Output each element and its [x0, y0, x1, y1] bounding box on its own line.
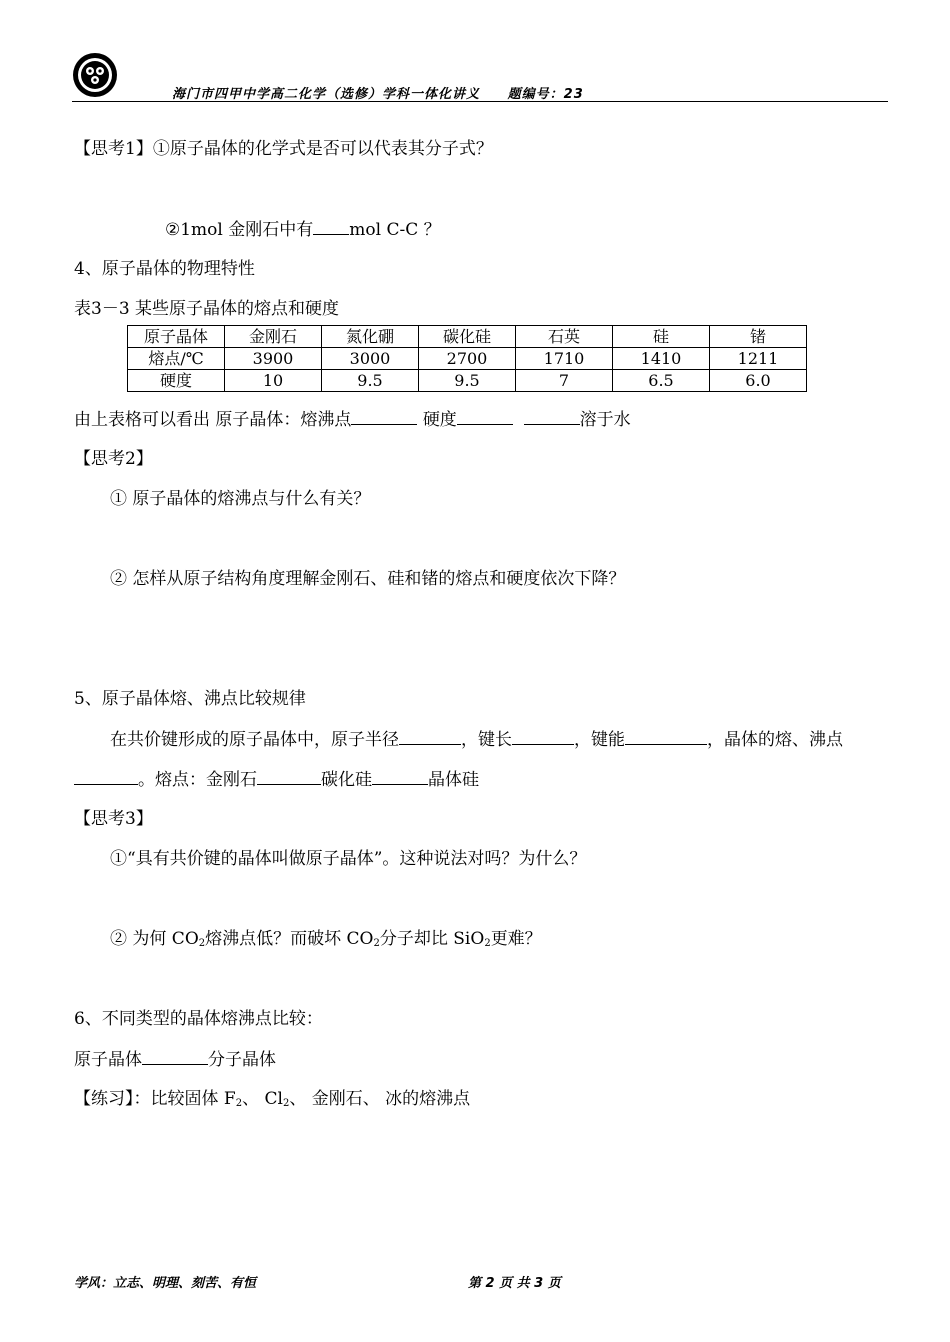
- answer-blank[interactable]: [313, 218, 349, 235]
- table-cell: 1710: [516, 348, 613, 370]
- practice-text: 、 金刚石、 冰的熔沸点: [289, 1089, 471, 1109]
- table-header-cell: 碳化硅: [419, 326, 516, 348]
- subscript: 2: [198, 938, 206, 949]
- q2-text: 更难？: [490, 929, 542, 949]
- conclusion-hardness: 硬度: [422, 410, 457, 430]
- think3-label: 【思考3】: [74, 809, 153, 829]
- answer-blank[interactable]: [512, 728, 574, 745]
- think2-q2: ② 怎样从原子结构角度理解金刚石、硅和锗的熔点和硬度依次下降？: [110, 569, 626, 589]
- footer-page-number: 第 2 页 共 3 页: [468, 1276, 561, 1291]
- think2-label: 【思考2】: [74, 449, 153, 469]
- table-cell: 2700: [419, 348, 516, 370]
- header-title-text: 海门市四甲中学高二化学（选修）学科一体化讲义: [172, 87, 481, 102]
- section5-line2: [74, 768, 479, 791]
- conclusion-solubility: 溶于水: [579, 410, 631, 430]
- header-title: [172, 83, 584, 102]
- school-logo-icon: [72, 52, 118, 98]
- table-cell: 1211: [710, 348, 807, 370]
- section5-line1: [110, 728, 843, 751]
- practice-question: [74, 1088, 470, 1115]
- practice-text: 、 Cl: [242, 1089, 283, 1109]
- compare-text: 原子晶体: [74, 1050, 142, 1070]
- table-conclusion: [74, 408, 631, 431]
- header-code-value: 23: [563, 87, 584, 102]
- line1-text: ，晶体的熔、沸点: [707, 730, 843, 750]
- section6-title: 6、不同类型的晶体熔沸点比较：: [74, 1009, 323, 1029]
- table-cell: 3000: [322, 348, 419, 370]
- subscript: 2: [484, 938, 491, 949]
- subscript: 2: [282, 1098, 290, 1109]
- table-header-cell: 原子晶体: [128, 326, 225, 348]
- table-header-cell: 氮化硼: [322, 326, 419, 348]
- answer-blank[interactable]: [399, 728, 461, 745]
- table-cell: 9.5: [322, 370, 419, 392]
- table-header-cell: 石英: [516, 326, 613, 348]
- crystal-properties-table: [127, 325, 807, 392]
- line1-text: ，键能: [574, 730, 625, 750]
- table-header-cell: 锗: [710, 326, 807, 348]
- section5-title: 5、原子晶体熔、沸点比较规律: [74, 689, 306, 709]
- subscript: 2: [373, 938, 380, 949]
- section4-title: 4、原子晶体的物理特性: [74, 259, 255, 279]
- table-row-hardness: [128, 370, 807, 392]
- think1-q2: [165, 218, 441, 241]
- table-cell: 3900: [225, 348, 322, 370]
- q2-text: 熔沸点低？而破坏 CO: [205, 929, 374, 949]
- line1-text: ，键长: [461, 730, 512, 750]
- footer-motto: 学风：立志、明理、刻苦、有恒: [74, 1276, 257, 1291]
- line2-text: 碳化硅: [321, 770, 372, 790]
- think3-q1: ①“具有共价键的晶体叫做原子晶体”。这种说法对吗？为什么？: [110, 849, 587, 869]
- subscript: 2: [235, 1098, 243, 1109]
- think2-q1: ① 原子晶体的熔沸点与什么有关？: [110, 489, 371, 509]
- table-header-cell: 金刚石: [225, 326, 322, 348]
- q2-text: ② 为何 CO: [110, 929, 199, 949]
- answer-blank[interactable]: [524, 408, 580, 425]
- table-cell: 熔点/℃: [128, 348, 225, 370]
- table-header-cell: 硅: [613, 326, 710, 348]
- line2-text: 晶体硅: [428, 770, 479, 790]
- table-cell: 硬度: [128, 370, 225, 392]
- conclusion-text: 由上表格可以看出 原子晶体：熔沸点: [74, 410, 352, 430]
- think3-q2: [110, 928, 542, 955]
- line1-text: 在共价键形成的原子晶体中，原子半径: [110, 730, 399, 750]
- q2-text: 分子却比 SiO: [379, 929, 485, 949]
- think1-q2-text: ②1mol 金刚石中有: [165, 220, 314, 240]
- line2-text: 。熔点：金刚石: [138, 770, 257, 790]
- answer-blank[interactable]: [257, 768, 321, 785]
- table-cell: 6.0: [710, 370, 807, 392]
- answer-blank[interactable]: [457, 408, 513, 425]
- think1-q2-unit: mol C-C ？: [349, 220, 441, 240]
- table-cell: 1410: [613, 348, 710, 370]
- answer-blank[interactable]: [372, 768, 428, 785]
- table-cell: 10: [225, 370, 322, 392]
- practice-text: 【练习】：比较固体 F: [74, 1089, 236, 1109]
- header-divider: [72, 101, 888, 102]
- table-cell: 9.5: [419, 370, 516, 392]
- table-cell: 6.5: [613, 370, 710, 392]
- table-caption: 表3－3 某些原子晶体的熔点和硬度: [74, 299, 340, 319]
- think1-q1: 【思考1】①原子晶体的化学式是否可以代表其分子式？: [74, 139, 493, 159]
- section6-compare: [74, 1048, 276, 1071]
- compare-text: 分子晶体: [208, 1050, 276, 1070]
- answer-blank[interactable]: [625, 728, 707, 745]
- table-row-melting-point: [128, 348, 807, 370]
- answer-blank[interactable]: [74, 768, 138, 785]
- header-code-label: 题编号：: [507, 87, 564, 102]
- table-header-row: [128, 326, 807, 348]
- answer-blank[interactable]: [142, 1048, 208, 1065]
- answer-blank[interactable]: [351, 408, 417, 425]
- table-cell: 7: [516, 370, 613, 392]
